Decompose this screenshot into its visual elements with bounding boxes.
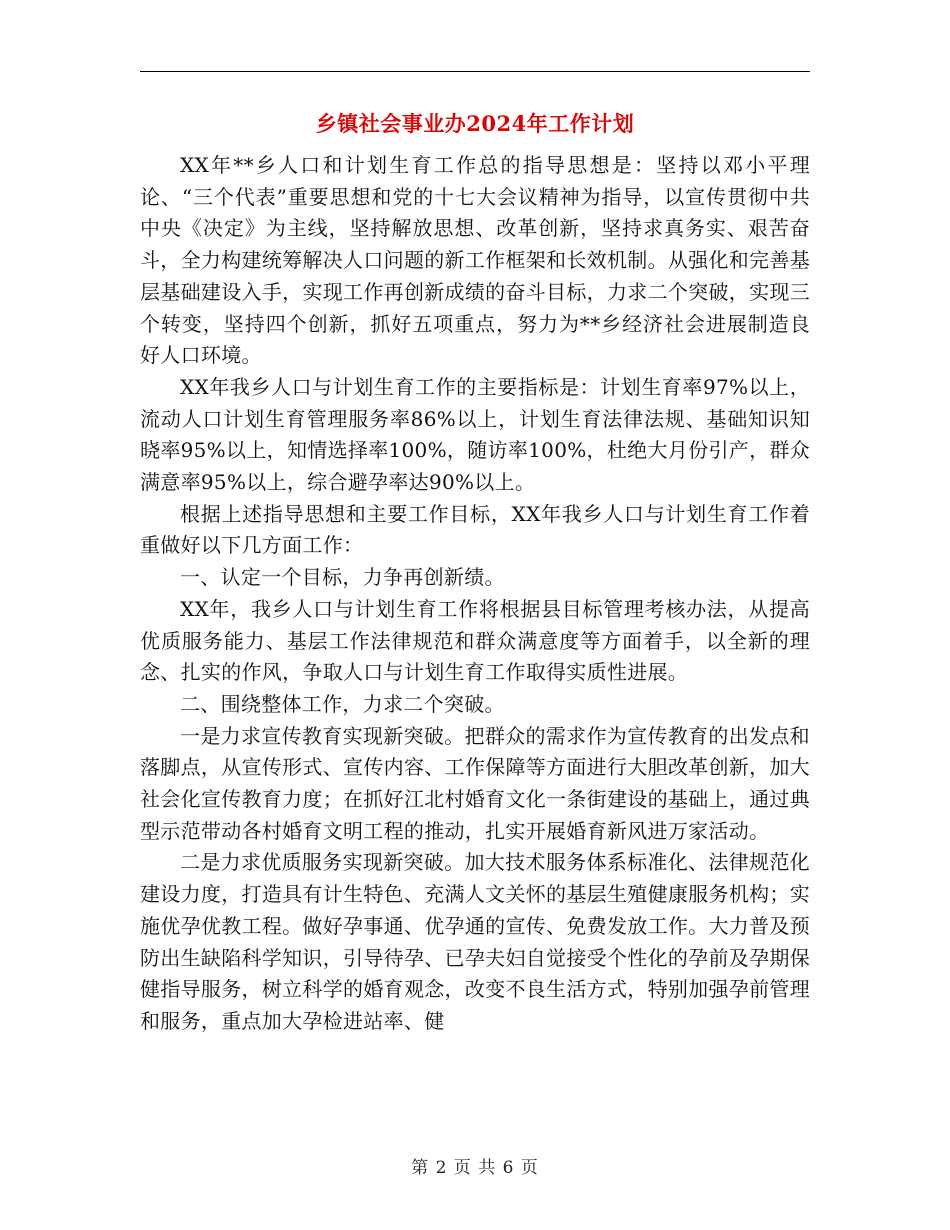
paragraph-publicity-breakthrough: 一是力求宣传教育实现新突破。把群众的需求作为宣传教育的出发点和落脚点，从宣传形式、宣传内容、工作保障等方面进行大胆改革创新，加大社会化宣传教育力度；在抓好江北村婚育文化一条街建设的基础上，通过典型示范带动各村婚育文明工程的推动，扎实开展婚育新风进万家活动。 xyxy=(140,723,810,843)
paragraph-main-indicators: XX年我乡人口与计划生育工作的主要指标是：计划生育率97%以上，流动人口计划生育管理服务率86%以上，计划生育法律法规、基础知识知晓率95%以上，知情选择率100%，随访率100%，杜绝大月份引产，群众满意率95%以上，综合避孕率达90%以上。 xyxy=(140,374,810,495)
header-rule xyxy=(140,71,810,72)
document-body xyxy=(140,150,810,1038)
paragraph-guiding-thought: XX年**乡人口和计划生育工作总的指导思想是：坚持以邓小平理论、“三个代表”重要思想和党的十七大会议精神为指导，以宣传贯彻中共中央《决定》为主线，坚持解放思想、改革创新，坚持求真务实、艰苦奋斗，全力构建统筹解决人口问题的新工作框架和长效机制。从强化和完善基层基础建设入手，实现工作再创新成绩的奋斗目标，力求二个突破，实现三个转变，坚持四个创新，抓好五项重点，努力为**乡经济社会进展制造良好人口环境。 xyxy=(140,153,810,368)
page-number-footer: 第 2 页 共 6 页 xyxy=(411,1158,539,1178)
paragraph-section-1: XX年，我乡人口与计划生育工作将根据县目标管理考核办法，从提高优质服务能力、基层工作法律规范和群众满意度等方面着手，以全新的理念、扎实的作风，争取人口与计划生育工作取得实质性进展。 xyxy=(140,596,810,685)
paragraph-work-focus: 根据上述指导思想和主要工作目标，XX年我乡人口与计划生育工作着重做好以下几方面工作： xyxy=(140,501,810,558)
section-heading-1: 一、认定一个目标，力争再创新绩。 xyxy=(180,565,505,590)
paragraph-service-breakthrough: 二是力求优质服务实现新突破。加大技术服务体系标准化、法律规范化建设力度，打造具有计生特色、充满人文关怀的基层生殖健康服务机构；实施优孕优教工程。做好孕事通、优孕通的宣传、免费发放工作。大力普及预防出生缺陷科学知识，引导待孕、已孕夫妇自觉接受个性化的孕前及孕期保健指导服务，树立科学的婚育观念，改变不良生活方式，特别加强孕前管理和服务，重点加大孕检进站率、健 xyxy=(140,850,810,1033)
section-heading-2: 二、围绕整体工作，力求二个突破。 xyxy=(180,691,505,716)
document-title: 乡镇社会事业办2024年工作计划 xyxy=(315,111,635,136)
